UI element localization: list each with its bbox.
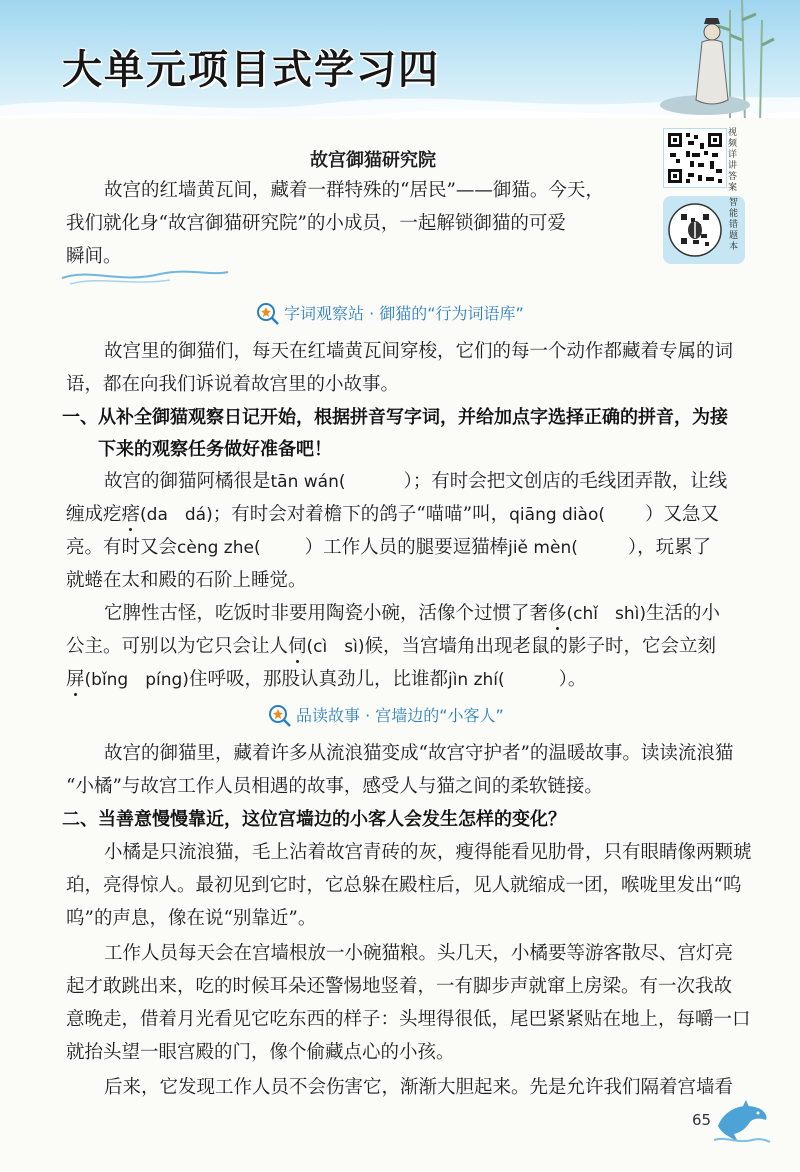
story-p1-line-2: 珀，亮得惊人。最初见到它时，它总躲在殿柱后，见人就缩成一团，喉咙里发出“呜 — [66, 875, 742, 896]
story-p2-line-1: 工作人员每天会在宫墙根放一小碗猫粮。头几天，小橘要等游客散尽、宫灯亮 — [104, 943, 734, 964]
qr-circle-icon — [665, 198, 725, 262]
p2-line-2 — [66, 631, 716, 663]
section-heading-label: 品读故事 · 宫墙边的“小客人” — [296, 706, 504, 725]
intro-line-2: 我们就化身“故宫御猫研究院”的小成员，一起解锁御猫的可爱 — [66, 213, 566, 234]
pinyin-choice[interactable]: (chǐ shì) — [566, 604, 646, 624]
header-banner — [0, 0, 800, 118]
text: ）又急又 — [645, 504, 720, 525]
text: 候，当宫墙角出现老鼠的影子时，它会立刻 — [364, 636, 716, 657]
pinyin-choice[interactable]: (cì sì) — [306, 637, 365, 657]
pinyin-blank[interactable]: qiāng diào( — [509, 505, 606, 525]
page-title: 大单元项目式学习四 — [62, 47, 440, 93]
p1-line-1 — [104, 466, 727, 498]
wave-line-decoration — [60, 262, 230, 286]
text: 缠成疙 — [66, 504, 122, 525]
qr-label-video: 视频详讲答案 — [728, 128, 738, 193]
text: 生活的小 — [646, 603, 721, 624]
p1-line-2 — [66, 499, 719, 531]
p1-line-4: 就蜷在太和殿的石阶上睡觉。 — [66, 570, 307, 591]
section1-intro-line-1: 故宫里的御猫们，每天在红墙黄瓦间穿梭，它们的每一个动作都藏着专属的词 — [104, 341, 734, 362]
story-p1-line-1: 小橘是只流浪猫，毛上沾着故宫青砖的灰，瘦得能看见肋骨，只有眼睛像两颗琥 — [104, 842, 752, 863]
p2-line-3 — [66, 664, 586, 696]
pinyin-blank[interactable]: cèng zhe( — [177, 538, 261, 558]
dotted-char: 瘩 — [121, 504, 141, 525]
dolphin-icon — [712, 1096, 772, 1146]
pinyin-blank[interactable]: jìn zhí( — [447, 670, 505, 690]
qr-code[interactable] — [663, 128, 727, 188]
p2-line-1 — [104, 598, 720, 630]
article-title: 故宫御猫研究院 — [310, 150, 436, 171]
pinyin-blank[interactable]: tān wán( — [270, 472, 346, 492]
dotted-char: 侈 — [548, 603, 567, 624]
smart-error-book-qr[interactable] — [663, 196, 745, 264]
question-1-cont: 下来的观察任务做好准备吧！ — [98, 439, 332, 460]
text: ），玩累了 — [627, 537, 712, 558]
story-p2-line-3: 意晚走，借着月光看见它吃东西的样子：头埋得很低，尾巴紧紧贴在地上，每嚼一口 — [66, 1009, 751, 1030]
story-p2-line-2: 起才敢跳出来，吃的时候耳朵还警惕地竖着，一有脚步声就窜上房梁。有一次我故 — [66, 976, 733, 997]
text: ；有时会对着檐下的鸽子“喵喵”叫， — [212, 504, 510, 525]
section1-intro-line-2: 语，都在向我们诉说着故宫里的小故事。 — [66, 374, 400, 395]
text: ）。 — [558, 669, 587, 690]
text: 亮。有时又会 — [66, 537, 178, 558]
story-p3-line-1: 后来，它发现工作人员不会伤害它，渐渐大胆起来。先是允许我们隔着宫墙看 — [104, 1077, 734, 1098]
question-1: 一、从补全御猫观察日记开始，根据拼音写字词，并给加点字选择正确的拼音，为接 — [62, 407, 728, 428]
text: 住呼吸，那股认真劲儿，比谁都 — [188, 669, 448, 690]
text: 公主。可别以为它只会让人 — [66, 636, 289, 657]
text: 它脾性古怪，吃饭时非要用陶瓷小碗，活像个过惯了奢 — [104, 603, 549, 624]
text: 故宫的御猫阿橘很是 — [104, 471, 271, 492]
dotted-char: 伺 — [288, 636, 307, 657]
text: ）工作人员的腿要逗猫棒 — [304, 537, 509, 558]
intro-line-1: 故宫的红墙黄瓦间，藏着一群特殊的“居民”——御猫。今天， — [104, 180, 604, 201]
story-p1-line-3: 呜”的声息，像在说“别靠近”。 — [66, 908, 317, 929]
story-p2-line-4: 就抬头望一眼宫殿的门，像个偷藏点心的小孩。 — [66, 1042, 455, 1063]
p1-line-3 — [66, 532, 711, 564]
pinyin-choice[interactable]: (bǐng píng) — [84, 670, 189, 690]
section2-intro-line-2: “小橘”与故宫工作人员相遇的故事，感受人与猫之间的柔软链接。 — [66, 776, 603, 797]
section-heading-label: 字词观察站 · 御猫的“行为词语库” — [284, 304, 524, 323]
magnifier-star-icon — [268, 704, 292, 728]
text: ）；有时会把文创店的毛线团弄散，让线 — [403, 471, 728, 492]
scholar-illustration — [650, 0, 800, 118]
dotted-char: 屏 — [66, 669, 85, 690]
qr-label-error-book: 智能错题本 — [729, 198, 739, 252]
section2-intro-line-1: 故宫的御猫里，藏着许多从流浪猫变成“故宫守护者”的温暖故事。读读流浪猫 — [104, 743, 734, 764]
pinyin-choice[interactable]: (da dá) — [140, 505, 213, 525]
page-number: 65 — [692, 1111, 712, 1129]
intro-line-3: 瞬间。 — [66, 246, 122, 267]
pinyin-blank[interactable]: jiě mèn( — [508, 538, 578, 558]
question-2: 二、当善意慢慢靠近，这位宫墙边的小客人会发生怎样的变化？ — [62, 809, 566, 830]
magnifier-star-icon — [256, 302, 280, 326]
